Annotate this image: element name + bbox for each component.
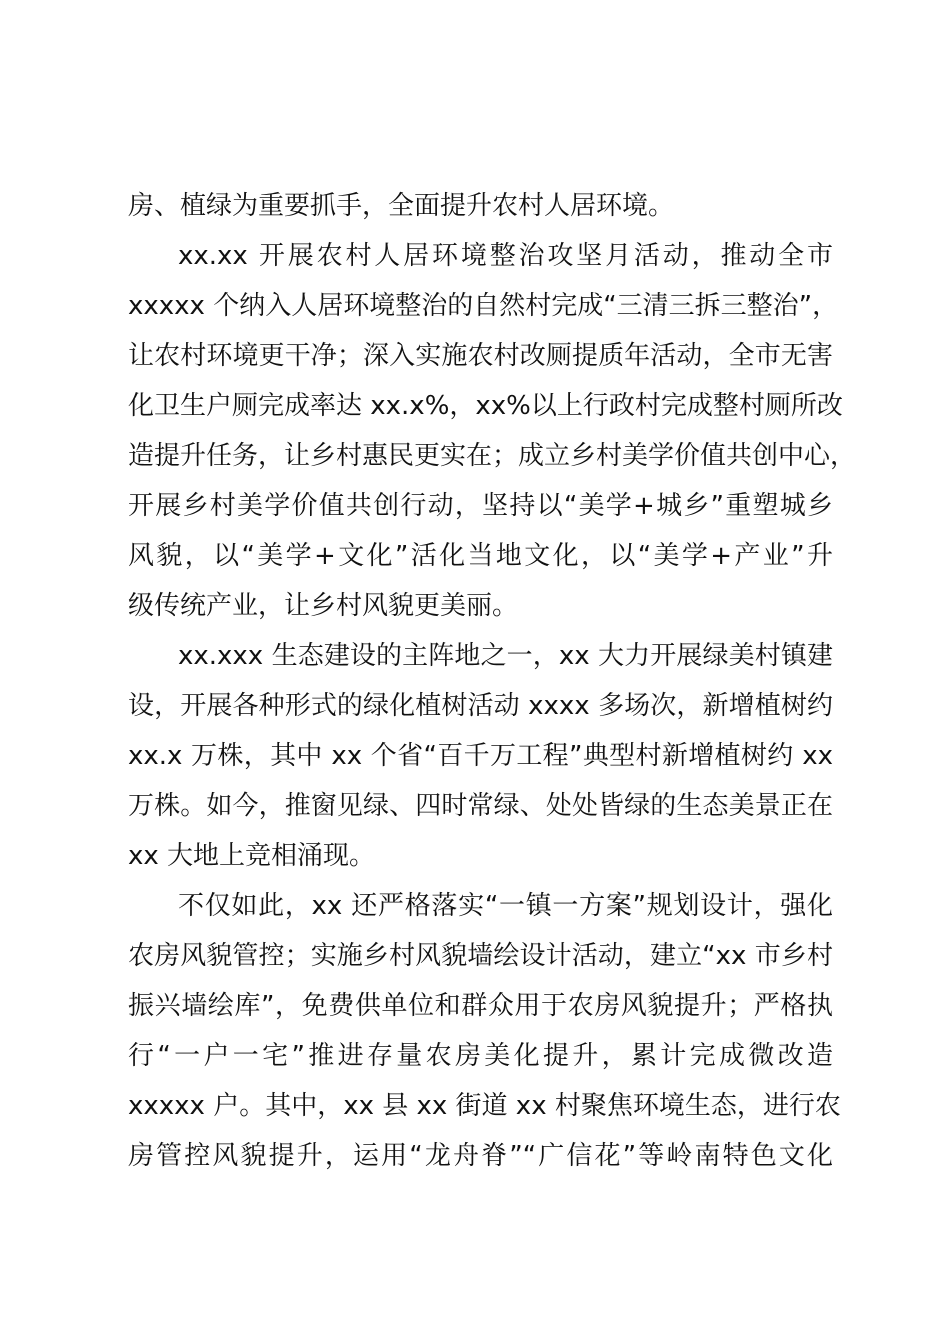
- text-line: 农房风貌管控；实施乡村风貌墙绘设计活动，建立“xx 市乡村: [128, 941, 833, 971]
- text-line: xx.x 万株，其中 xx 个省“百千万工程”典型村新增植树约 xx: [128, 741, 833, 771]
- text-line: 风貌，以“美学+文化”活化当地文化，以“美学+产业”升: [128, 541, 833, 571]
- text-line: 开展乡村美学价值共创行动，坚持以“美学+城乡”重塑城乡: [128, 491, 833, 521]
- text-line: 设，开展各种形式的绿化植树活动 xxxx 多场次，新增植树约: [128, 691, 833, 721]
- text-line: 不仅如此，xx 还严格落实“一镇一方案”规划设计，强化: [178, 891, 833, 921]
- text-line: xxxxx 个纳入人居环境整治的自然村完成“三清三拆三整治”，: [128, 291, 839, 321]
- text-line: xxxxx 户。其中，xx 县 xx 街道 xx 村聚焦环境生态，进行农: [128, 1091, 841, 1121]
- text-line: 级传统产业，让乡村风貌更美丽。: [128, 591, 519, 621]
- text-line: xx 大地上竞相涌现。: [128, 841, 376, 871]
- text-line: 振兴墙绘库”，免费供单位和群众用于农房风貌提升；严格执: [128, 991, 833, 1021]
- text-line: 万株。如今，推窗见绿、四时常绿、处处皆绿的生态美景正在: [128, 791, 833, 821]
- text-line: 房、植绿为重要抓手，全面提升农村人居环境。: [128, 191, 675, 221]
- text-line: 造提升任务，让乡村惠民更实在；成立乡村美学价值共创中心，: [128, 441, 857, 471]
- text-line: 让农村环境更干净；深入实施农村改厕提质年活动，全市无害: [128, 341, 833, 371]
- text-line: 化卫生户厕完成率达 xx.x%，xx%以上行政村完成整村厕所改: [128, 391, 843, 421]
- text-line: xx.xxx 生态建设的主阵地之一，xx 大力开展绿美村镇建: [178, 641, 833, 671]
- text-line: 行“一户一宅”推进存量农房美化提升，累计完成微改造: [128, 1041, 833, 1071]
- text-line: 房管控风貌提升，运用“龙舟脊”“广信花”等岭南特色文化: [128, 1141, 833, 1171]
- text-line: xx.xx 开展农村人居环境整治攻坚月活动，推动全市: [178, 241, 833, 271]
